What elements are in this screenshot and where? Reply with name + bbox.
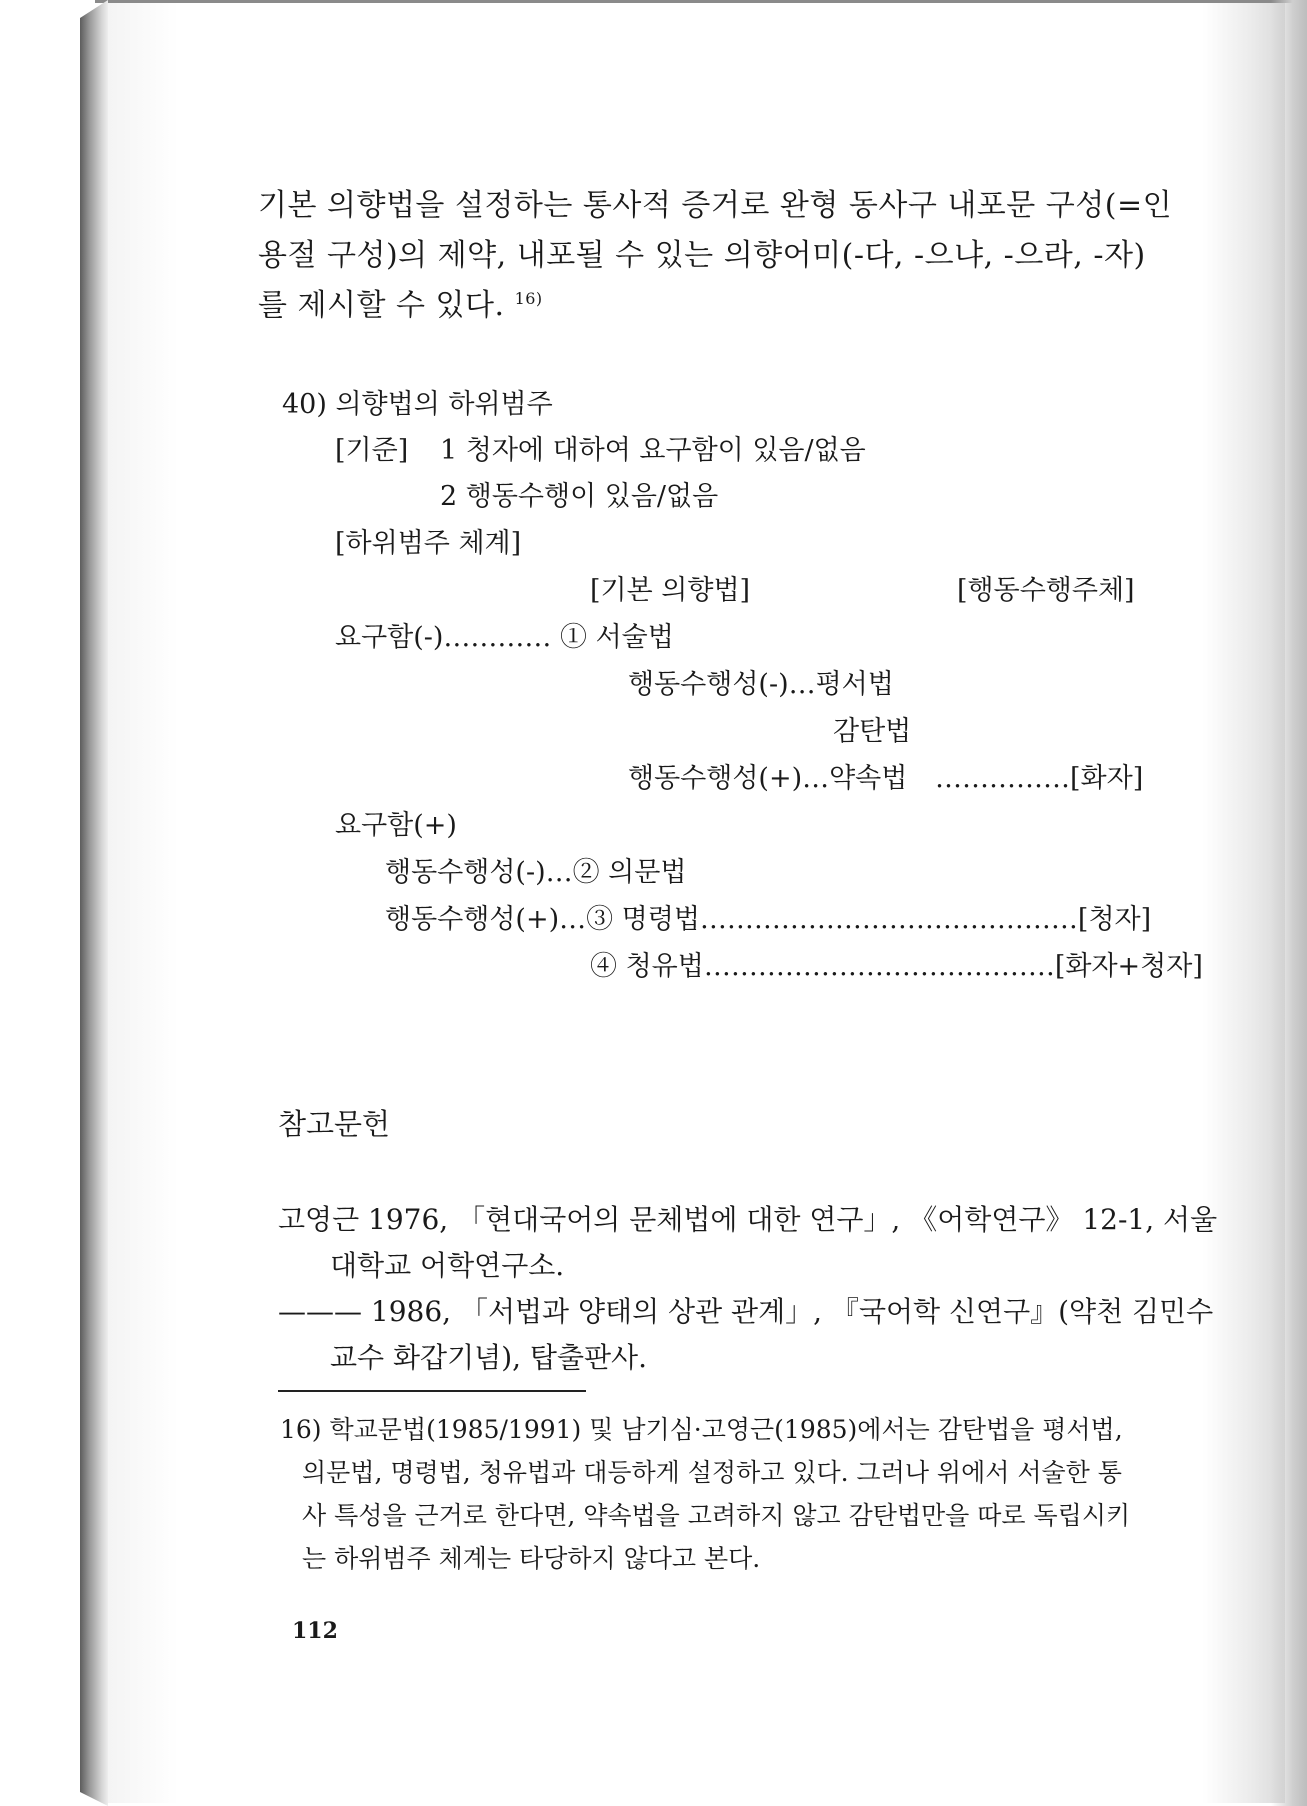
reference-entry: 교수 화갑기념), 탑출판사. xyxy=(330,1341,648,1374)
footnote-line: 사 특성을 근거로 한다면, 약속법을 고려하지 않고 감탄법만을 따로 독립시키 xyxy=(302,1501,1131,1530)
hierarchy-row: ……………[화자] xyxy=(935,763,1144,794)
example-title: 40) 의향법의 하위범주 xyxy=(282,389,553,420)
hierarchy-row: 요구함(-)………… ① 서술법 xyxy=(335,622,674,653)
criterion-2: 2 행동수행이 있음/없음 xyxy=(440,481,719,512)
book-spine xyxy=(80,0,108,1806)
system-label: [하위범주 체계] xyxy=(335,528,522,559)
hierarchy-row: 감탄법 xyxy=(833,716,912,747)
hierarchy-row: 요구함(+) xyxy=(335,810,457,841)
criteria-label: [기준] xyxy=(335,435,409,466)
reference-entry: 고영근 1976, 「현대국어의 문체법에 대한 연구」, 《어학연구》 12-1, 서울 xyxy=(278,1203,1218,1236)
criterion-1: 1 청자에 대하여 요구함이 있음/없음 xyxy=(440,435,866,466)
hierarchy-row: ④ 청유법…………………………………[화자+청자] xyxy=(590,951,1203,982)
footnote-divider xyxy=(278,1390,586,1392)
page-edge-shadow xyxy=(1271,0,1307,1806)
hierarchy-row: 행동수행성(+)…③ 명령법……………………………………[청자] xyxy=(385,904,1152,935)
reference-entry: 대학교 어학연구소. xyxy=(330,1249,565,1282)
hierarchy-row: 행동수행성(+)…약속법 xyxy=(628,763,908,794)
reference-entry: ——— 1986, 「서법과 양태의 상관 관계」, 『국어학 신연구』(약천 김민수 xyxy=(278,1295,1214,1328)
references-heading: 참고문헌 xyxy=(278,1107,391,1141)
footnote-line: 는 하위범주 체계는 타당하지 않다고 본다. xyxy=(302,1544,761,1573)
intro-line-3 xyxy=(258,280,543,324)
footnote-line: 16) 학교문법(1985/1991) 및 남기심·고영근(1985)에서는 감탄법을 평서법, xyxy=(280,1415,1123,1444)
intro-line-2: 용절 구성)의 제약, 내포될 수 있는 의향어미(-다, -으냐, -으라, -자) xyxy=(258,238,1146,273)
column-action-agent: [행동수행주체] xyxy=(957,575,1135,606)
hierarchy-row: 행동수행성(-)…② 의문법 xyxy=(385,857,687,888)
intro-line-3-text: 를 제시할 수 있다. xyxy=(258,288,505,323)
page-number: 112 xyxy=(292,1618,338,1644)
footnote-marker[interactable]: 16) xyxy=(514,289,543,308)
intro-line-1: 기본 의향법을 설정하는 통사적 증거로 완형 동사구 내포문 구성(=인 xyxy=(258,188,1173,223)
hierarchy-row: 행동수행성(-)…평서법 xyxy=(628,669,894,700)
column-basic-mood: [기본 의향법] xyxy=(590,575,751,606)
footnote-line: 의문법, 명령법, 청유법과 대등하게 설정하고 있다. 그러나 위에서 서술한 통 xyxy=(302,1458,1122,1487)
